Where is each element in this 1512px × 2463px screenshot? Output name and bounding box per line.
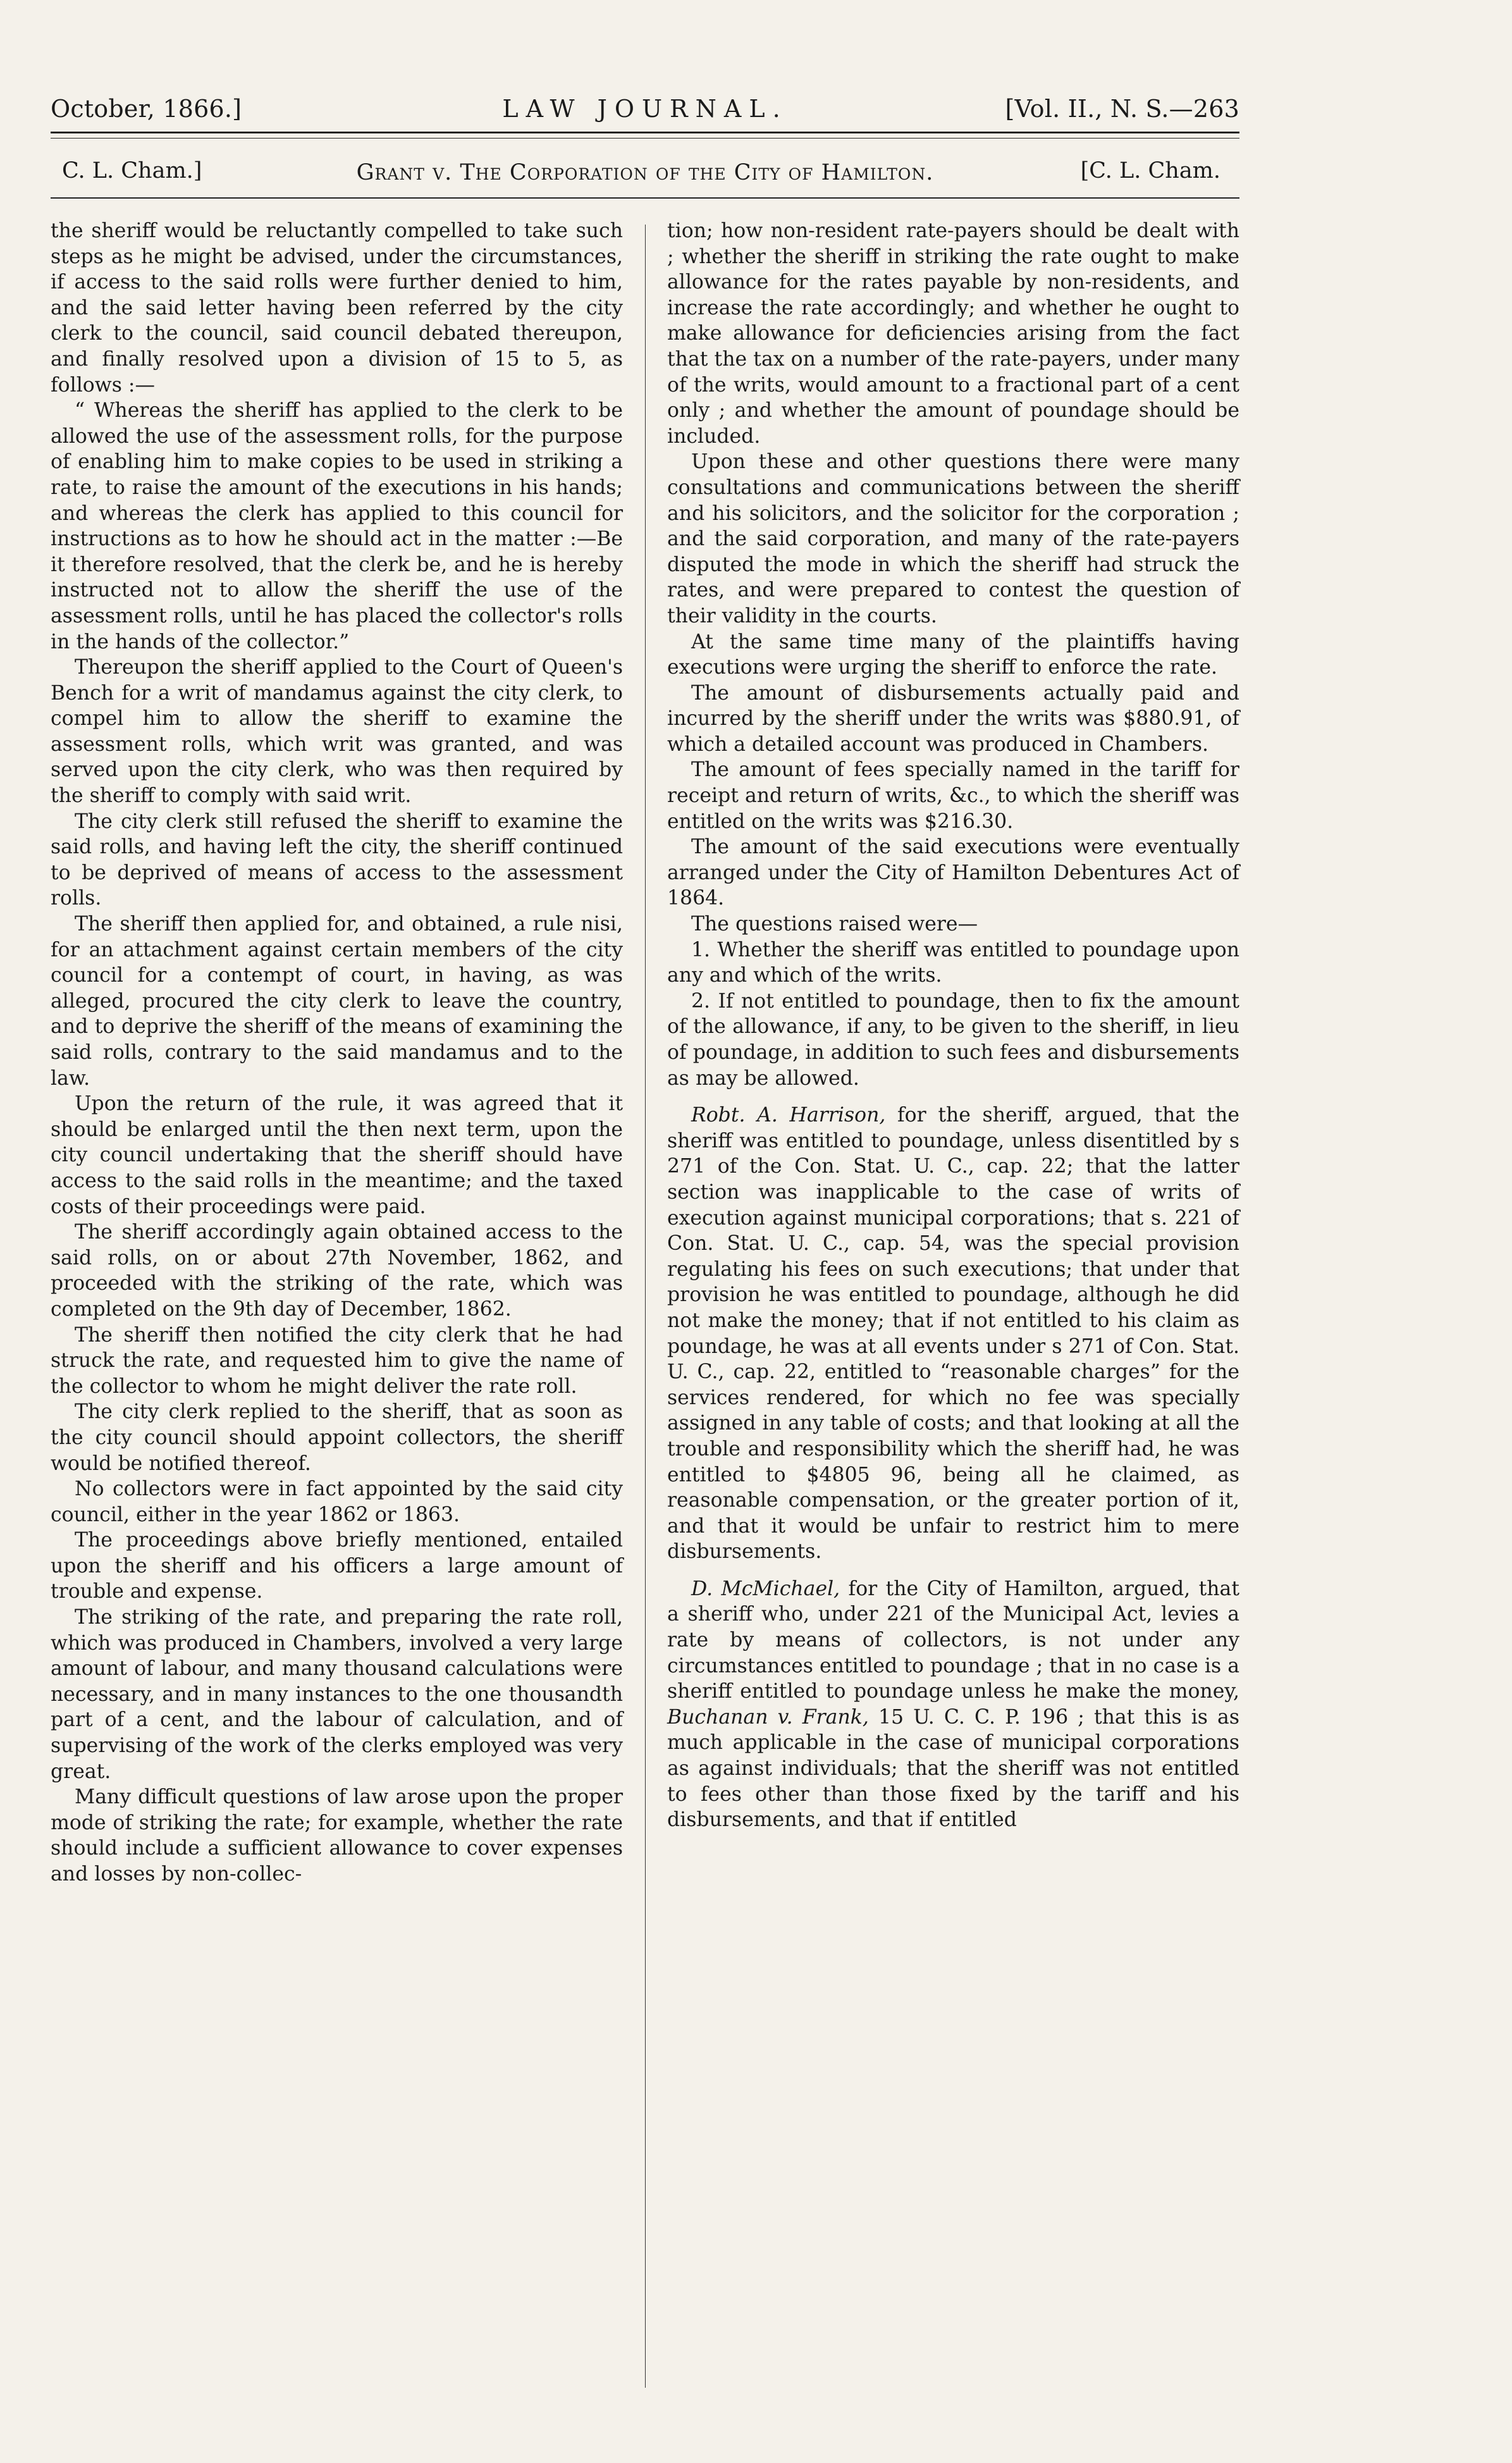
right-column <box>667 218 1239 1833</box>
paragraph: The amount of the said executions were eventually arranged under the City of Hamilton Debentures Act of 1864. <box>667 836 1239 910</box>
paragraph: “ Whereas the sheriff has applied to the clerk to be allowed the use of the assessment rolls, for the purpose of enabling him to make copies to be used in striking a rate, to raise the amount of the executions in his hands; and whereas the clerk has applied to this council for instructions as to how he should act in the matter :—Be it therefore resolved, that the clerk be, and he is hereby instructed not to allow the sheriff the use of the assessment rolls, until he has placed the collector's rolls in the hands of the collector.” <box>51 399 623 653</box>
paragraph: At the same time many of the plaintiffs having executions were urging the sheriff to enforce the rate. <box>667 630 1239 679</box>
counsel-name: Robt. A. Harrison, <box>691 1104 886 1127</box>
paragraph: The questions raised were— <box>691 913 978 936</box>
paragraph: the sheriff would be reluctantly compelled to take such steps as he might be advised, under the circumstances, if access to the said rolls were further denied to him, and the said letter having been referred by the city clerk to the council, said council debated thereupon, and finally resolved upon a division of 15 to 5, as follows :— <box>51 219 623 397</box>
argument-text: for the sheriff, argued, that the sheriff was entitled to poundage, unless disentitled by s 271 of the Con. Stat. U. C., cap. 22; that the latter section was inapplicable to the case of writs of execution against municipal corporations; that s. 221 of Con. Stat. U. C., cap. 54, was the special provision regulating his fees on such executions; that under that provision he was entitled to poundage, although he did not make the money; that if not entitled to his claim as poundage, he was at all events under s 271 of Con. Stat. U. C., cap. 22, entitled to “reasonable charges” for the services rendered, for which no fee was specially assigned in any table of costs; and that looking at all the trouble and responsibility which the sheriff had, he was entitled to $4805 96, being all he claimed, as reasonable compensation, or the greater portion of it, and that it would be unfair to restrict him to mere disbursements. <box>667 1104 1239 1564</box>
paragraph: The amount of disbursements actually paid and incurred by the sheriff under the writs was $880.91, of which a detailed account was produced in Chambers. <box>667 681 1239 756</box>
paragraph: The striking of the rate, and preparing the rate roll, which was produced in Chambers, involved a very large amount of labour, and many thousand calculations were necessary, and in many instances to the one thousandth part of a cent, and the labour of calculation, and of supervising of the work of the clerks employed was very great. <box>51 1606 623 1783</box>
journal-title: LAW JOURNAL. <box>502 95 788 123</box>
paragraph: tion; how non-resident rate-payers should be dealt with ; whether the sheriff in striking the rate ought to make allowance for the rates payable by non-residents, and increase the rate accordingly; and whether he ought to make allowance for deficiencies arising from the fact that the tax on a number of the rate-payers, under many of the writs, would amount to a fractional part of a cent only ; and whether the amount of poundage should be included. <box>667 219 1239 448</box>
paragraph: No collectors were in fact appointed by the said city council, either in the year 1862 or 1863. <box>51 1478 623 1526</box>
paragraph: Many difficult questions of law arose upon the proper mode of striking the rate; for example, whether the rate should include a sufficient allowance to cover expenses and losses by non-collec- <box>51 1786 623 1886</box>
paragraph: 1. Whether the sheriff was entitled to poundage upon any and which of the writs. <box>667 938 1239 987</box>
counsel-name: D. McMichael, <box>691 1577 840 1600</box>
journal-page <box>51 95 1239 2404</box>
argument-text-tail: 15 U. C. C. P. 196 ; that this is as much applicable in the case of municipal corporations as against individuals; that the sheriff was not entitled to fees other than those fixed by the tariff and his disbursements, and that if entitled <box>667 1705 1239 1832</box>
column-divider <box>645 225 646 2388</box>
left-column <box>51 218 623 1887</box>
court-left: C. L. Cham.] <box>62 158 202 183</box>
case-citation: Buchanan v. Frank, <box>667 1705 869 1729</box>
case-header-rule <box>51 197 1239 199</box>
paragraph: The city clerk replied to the sheriff, that as soon as the city council should appoint collectors, the sheriff would be notified thereof. <box>51 1400 623 1475</box>
argument-paragraph <box>667 1576 1239 1833</box>
volume-page: [Vol. II., N. S.—263 <box>1005 95 1239 123</box>
paragraph: Thereupon the sheriff applied to the Court of Queen's Bench for a writ of mandamus against the city clerk, to compel him to allow the sheriff to examine the assessment rolls, which writ was granted, and was served upon the city clerk, who was then required by the sheriff to comply with said writ. <box>51 656 623 808</box>
issue-date: October, 1866.] <box>51 95 242 123</box>
paragraph: Upon these and other questions there were many consultations and communications between the sheriff and his solicitors, and the solicitor for the corporation ; and the said corporation, and many of the rate-payers disputed the mode in which the sheriff had struck the rates, and were prepared to contest the question of their validity in the courts. <box>667 450 1239 627</box>
paragraph: 2. If not entitled to poundage, then to fix the amount of the allowance, if any, to be given to the sheriff, in lieu of poundage, in addition to such fees and disbursements as may be allowed. <box>667 989 1239 1090</box>
paragraph: The sheriff then notified the city clerk that he had struck the rate, and requested him to give the name of the collector to whom he might deliver the rate roll. <box>51 1323 623 1398</box>
argument-paragraph <box>667 1102 1239 1565</box>
argument-text: for the City of Hamilton, argued, that a sheriff who, under 221 of the Municipal Act, levies a rate by means of collectors, is not under any circumstances entitled to poundage ; that in no case is a sheriff entitled to poundage unless he make the money, <box>667 1577 1239 1703</box>
paragraph: The amount of fees specially named in the tariff for receipt and return of writs, &c., to which the sheriff was entitled on the writs was $216.30. <box>667 758 1239 833</box>
paragraph: The proceedings above briefly mentioned, entailed upon the sheriff and his officers a large amount of trouble and expense. <box>51 1529 623 1603</box>
case-title: Grant v. The Corporation of the City of Hamilton. <box>356 160 934 185</box>
paragraph: The city clerk still refused the sheriff to examine the said rolls, and having left the city, the sheriff continued to be deprived of means of access to the assessment rolls. <box>51 810 623 910</box>
case-header <box>51 158 1239 199</box>
header-double-rule <box>51 132 1239 139</box>
court-right: [C. L. Cham. <box>1080 158 1220 183</box>
paragraph: Upon the return of the rule, it was agreed that it should be enlarged until the then next term, upon the city council undertaking that the sheriff should have access to the said rolls in the meantime; and the taxed costs of their proceedings were paid. <box>51 1092 623 1218</box>
paragraph: The sheriff accordingly again obtained access to the said rolls, on or about 27th November, 1862, and proceeded with the striking of the rate, which was completed on the 9th day of December, 1862. <box>51 1221 623 1321</box>
paragraph: The sheriff then applied for, and obtained, a rule nisi, for an attachment against certain members of the city council for a contempt of court, in having, as was alleged, procured the city clerk to leave the country, and to deprive the sheriff of the means of examining the said rolls, contrary to the said mandamus and to the law. <box>51 913 623 1090</box>
